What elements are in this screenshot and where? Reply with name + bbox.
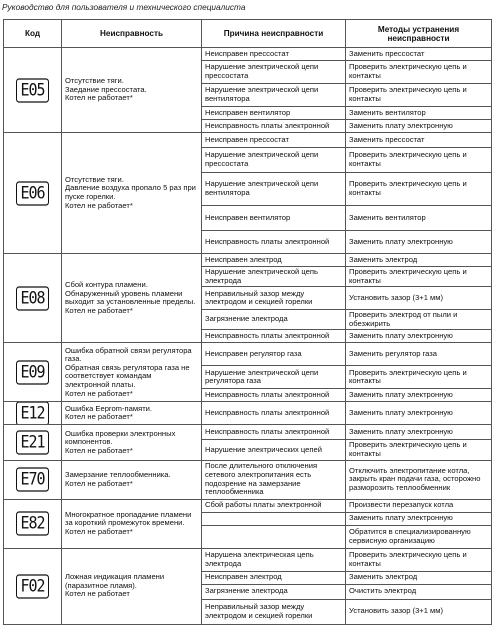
error-code-cell <box>4 48 62 133</box>
error-code-cell <box>4 402 62 425</box>
cause-cell: Неисправность платы электронной <box>202 120 346 133</box>
cause-cell: Нарушение электрических цепей <box>202 440 346 460</box>
cause-cell: Неправильный зазор между электродом и секцией горелки <box>202 287 346 310</box>
cause-cell: Загрязнение электрода <box>202 310 346 330</box>
error-code-display: E09 <box>16 360 48 384</box>
error-codes-table <box>3 19 492 625</box>
error-code-display: E21 <box>16 430 48 454</box>
cause-cell: Неисправен вентилятор <box>202 206 346 231</box>
fix-cell: Заменить прессостат <box>346 133 492 148</box>
cause-cell: Нарушение электрической цепи вентилятора <box>202 173 346 206</box>
cause-cell: Неисправность платы электронной <box>202 330 346 343</box>
fault-description: Сбой контура пламени. Обнаруженный уровень пламени выходит за установленные пределы. Котел не работает* <box>62 254 202 343</box>
error-code-cell <box>4 460 62 499</box>
cause-cell: Неисправен регулятор газа <box>202 343 346 366</box>
cause-cell: Нарушение электрической цепи вентилятора <box>202 84 346 107</box>
error-code-cell <box>4 343 62 402</box>
fix-cell: Проверить электрическую цепь и контакты <box>346 267 492 287</box>
table-row <box>4 402 492 425</box>
fix-cell: Проверить электрическую цепь и контакты <box>346 173 492 206</box>
error-code-display: E12 <box>16 402 48 425</box>
cause-cell: Неисправность платы электронной <box>202 425 346 440</box>
table-row <box>4 343 492 366</box>
column-header-code: Код <box>4 20 62 48</box>
table-row <box>4 425 492 440</box>
cause-cell: Неисправен вентилятор <box>202 107 346 120</box>
error-code-display: E70 <box>16 467 48 491</box>
fix-cell: Заменить прессостат <box>346 48 492 61</box>
fix-cell: Проверить электрическую цепь и контакты <box>346 366 492 389</box>
fault-description: Ошибка проверки электронных компонентов. Котел не работает* <box>62 425 202 460</box>
cause-cell: Загрязнение электрода <box>202 584 346 599</box>
error-code-cell <box>4 133 62 254</box>
table-row <box>4 48 492 61</box>
fault-description: Замерзание теплообменника. Котел не работает* <box>62 460 202 499</box>
cause-cell: Неисправен прессостат <box>202 48 346 61</box>
error-code-display: E82 <box>16 511 48 535</box>
fix-cell: Заменить плату электронную <box>346 402 492 425</box>
error-code-cell <box>4 499 62 548</box>
fix-cell: Заменить плату электронную <box>346 120 492 133</box>
cause-cell: Неисправность платы электронной <box>202 231 346 254</box>
fault-description: Отсутствие тяги. Заедание прессостата. Котел не работает* <box>62 48 202 133</box>
fix-cell: Заменить плату электронную <box>346 425 492 440</box>
table-body <box>4 48 492 625</box>
fix-cell: Отключить электропитание котла, закрыть кран подачи газа, осторожно разморозить теплообменник <box>346 460 492 499</box>
fix-cell: Заменить плату электронную <box>346 389 492 402</box>
fix-cell: Заменить плату электронную <box>346 330 492 343</box>
table-row <box>4 548 492 571</box>
fix-cell: Произвести перезапуск котла <box>346 499 492 512</box>
table-row <box>4 133 492 148</box>
fix-cell: Обратится в специализированную сервисную организацию <box>346 525 492 548</box>
fix-cell: Заменить плату электронную <box>346 512 492 525</box>
fault-description: Ложная индикация пламени (паразитное пламя). Котел не работает <box>62 548 202 624</box>
cause-cell: Неисправен электрод <box>202 571 346 584</box>
fix-cell: Установить зазор (3+1 мм) <box>346 287 492 310</box>
fix-cell: Проверить электрическую цепь и контакты <box>346 440 492 460</box>
fix-cell: Проверить электрическую цепь и контакты <box>346 148 492 173</box>
fault-description: Ошибка обратной связи регулятора газа. Обратная связь регулятора газа не соответствует командам электронной платы. Котел не работает* <box>62 343 202 402</box>
error-code-display: E06 <box>16 181 48 205</box>
fix-cell: Заменить плату электронную <box>346 231 492 254</box>
table-row <box>4 460 492 499</box>
error-code-cell <box>4 254 62 343</box>
cause-cell <box>202 512 346 525</box>
fix-cell: Проверить электрическую цепь и контакты <box>346 84 492 107</box>
cause-cell: Нарушение электрической цепи прессостата <box>202 148 346 173</box>
column-header-cause: Причина неисправности <box>202 20 346 48</box>
cause-cell: Нарушение электрической цепи регулятора газа <box>202 366 346 389</box>
fix-cell: Проверить электрическую цепь и контакты <box>346 61 492 84</box>
table-row <box>4 254 492 267</box>
column-header-fault: Неисправность <box>62 20 202 48</box>
table-header-row <box>4 20 492 48</box>
error-code-cell <box>4 548 62 624</box>
fix-cell: Установить зазор (3+1 мм) <box>346 599 492 624</box>
fault-description: Отсутствие тяги. Давление воздуха пропало 5 раз при пуске горелки. Котел не работает* <box>62 133 202 254</box>
error-code-display: F02 <box>16 574 48 598</box>
cause-cell: Сбой работы платы электронной <box>202 499 346 512</box>
fault-description: Ошибка Eeprom-памяти. Котел не работает* <box>62 402 202 425</box>
cause-cell: После длительного отключения сетевого электропитания есть подозрение на замерзание теплообменника <box>202 460 346 499</box>
cause-cell: Нарушение электрической цепи прессостата <box>202 61 346 84</box>
column-header-fix: Методы устранения неисправности <box>346 20 492 48</box>
error-code-display: E05 <box>16 78 48 102</box>
fix-cell: Заменить регулятор газа <box>346 343 492 366</box>
fix-cell: Проверить электрическую цепь и контакты <box>346 548 492 571</box>
table-row <box>4 499 492 512</box>
fix-cell: Заменить электрод <box>346 571 492 584</box>
document-header: Руководство для пользователя и технического специалиста <box>2 2 246 12</box>
fix-cell: Проверить электрод от пыли и обезжирить <box>346 310 492 330</box>
fix-cell: Заменить вентилятор <box>346 206 492 231</box>
cause-cell: Неисправен прессостат <box>202 133 346 148</box>
cause-cell: Неправильный зазор между электродом и секцией горелки <box>202 599 346 624</box>
cause-cell: Нарушение электрической цепь электрода <box>202 267 346 287</box>
cause-cell: Нарушена электрическая цепь электрода <box>202 548 346 571</box>
cause-cell: Неисправен электрод <box>202 254 346 267</box>
fix-cell: Очистить электрод <box>346 584 492 599</box>
fix-cell: Заменить электрод <box>346 254 492 267</box>
fault-description: Многократное пропадание пламени за короткий промежуток времени. Котел не работает* <box>62 499 202 548</box>
error-code-cell <box>4 425 62 460</box>
cause-cell: Неисправность платы электронной <box>202 389 346 402</box>
cause-cell: Неисправность платы электронной <box>202 402 346 425</box>
error-code-display: E08 <box>16 286 48 310</box>
fix-cell: Заменить вентилятор <box>346 107 492 120</box>
